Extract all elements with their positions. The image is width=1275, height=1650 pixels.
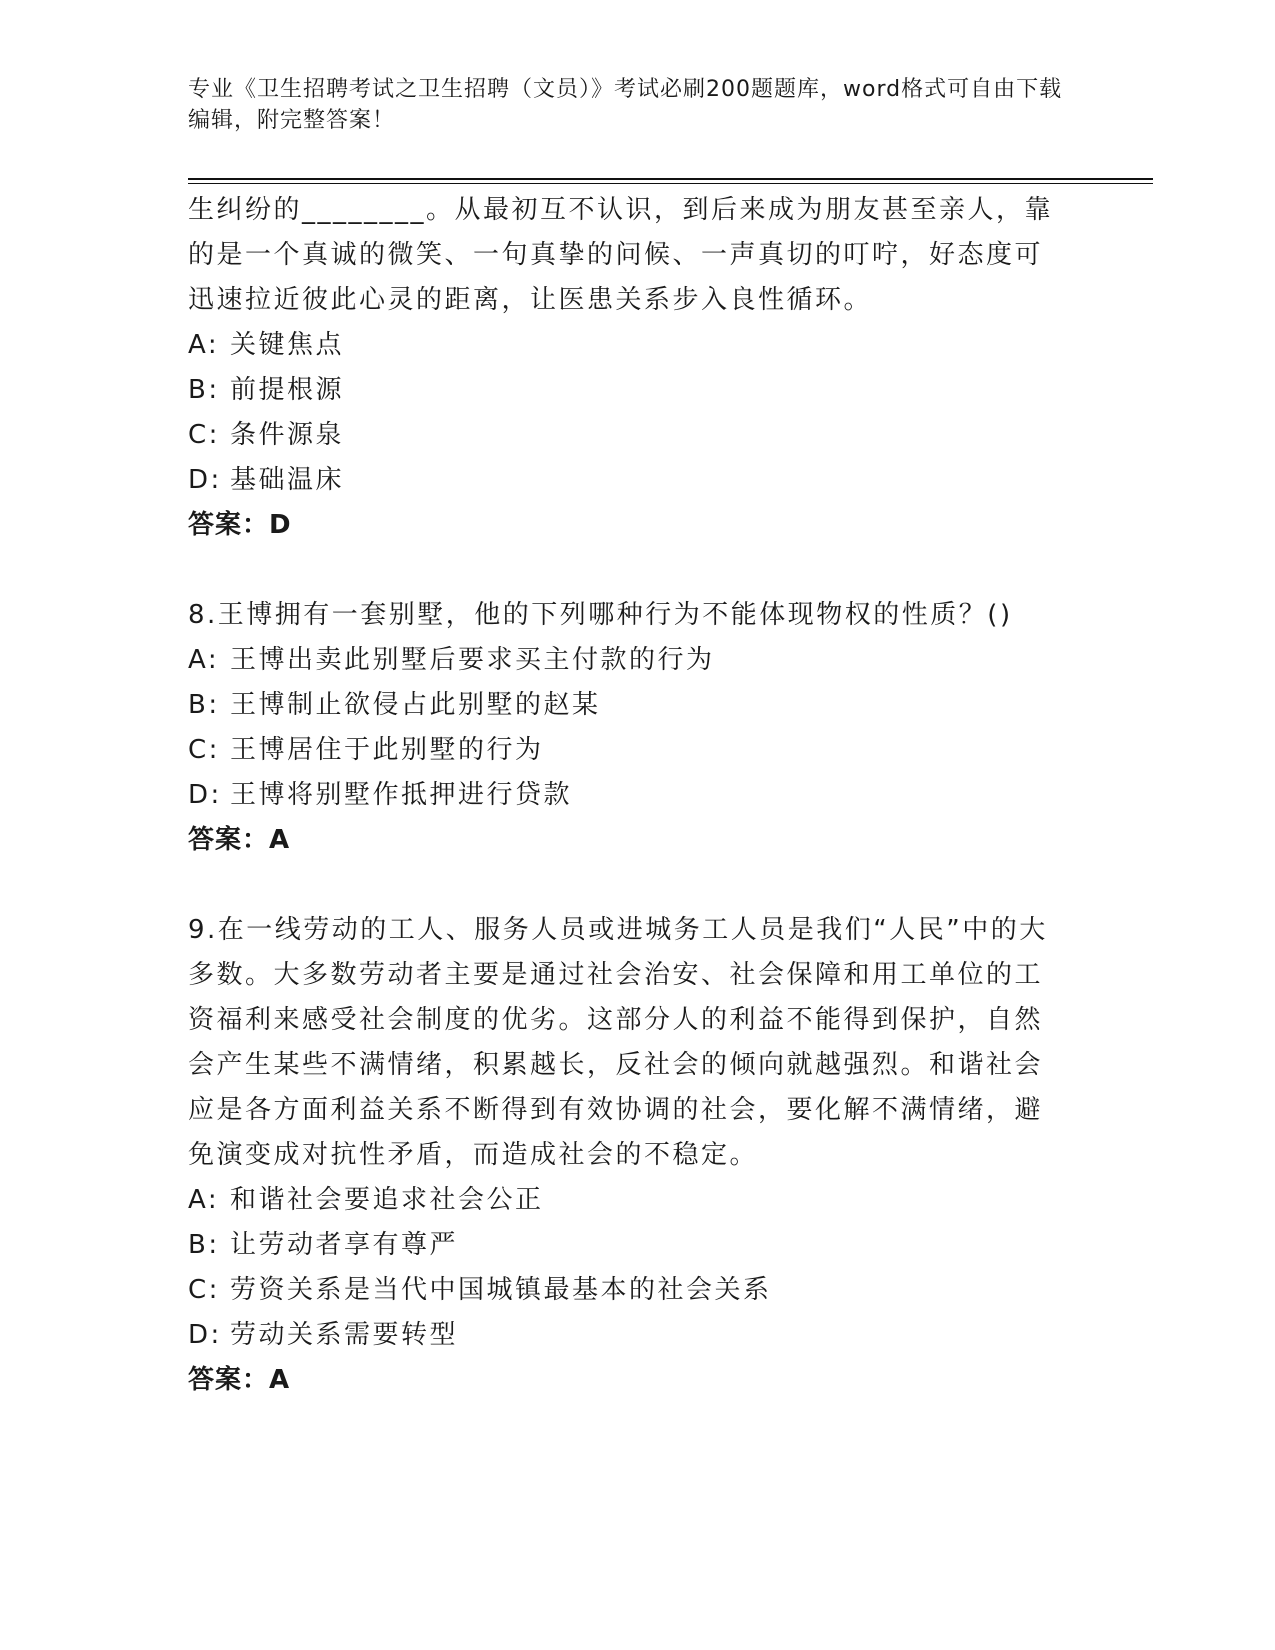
option-a bbox=[188, 323, 1068, 368]
option-c bbox=[188, 1268, 1068, 1313]
option-text: 劳资关系是当代中国城镇最基本的社会关系 bbox=[230, 1275, 772, 1305]
question-spacer bbox=[188, 863, 1068, 908]
option-b bbox=[188, 683, 1068, 728]
question-list bbox=[188, 188, 1068, 1403]
option-letter: B: bbox=[188, 690, 220, 720]
option-d bbox=[188, 773, 1068, 818]
option-text: 劳动关系需要转型 bbox=[230, 1320, 459, 1350]
option-text: 让劳动者享有尊严 bbox=[230, 1230, 459, 1260]
question-spacer bbox=[188, 548, 1068, 593]
option-text: 关键焦点 bbox=[230, 330, 345, 360]
option-letter: C: bbox=[188, 420, 220, 450]
option-b bbox=[188, 368, 1068, 413]
question-stem: 生纠纷的________。从最初互不认识，到后来成为朋友甚至亲人，靠的是一个真诚的微笑、一句真挚的问候、一声真切的叮咛，好态度可迅速拉近彼此心灵的距离，让医患关系步入良性循环。 bbox=[188, 195, 1054, 315]
option-letter: C: bbox=[188, 735, 220, 765]
question-stem: 9.在一线劳动的工人、服务人员或进城务工人员是我们“人民”中的大多数。大多数劳动者主要是通过社会治安、社会保障和用工单位的工资福利来感受社会制度的优劣。这部分人的利益不能得到保护，自然会产生某些不满情绪，积累越长，反社会的倾向就越强烈。和谐社会应是各方面利益关系不断得到有效协调的社会，要化解不满情绪，避免演变成对抗性矛盾，而造成社会的不稳定。 bbox=[188, 915, 1048, 1170]
option-d bbox=[188, 1313, 1068, 1358]
option-letter: D: bbox=[188, 780, 222, 810]
option-c bbox=[188, 413, 1068, 458]
option-text: 王博将别墅作抵押进行贷款 bbox=[230, 780, 573, 810]
document-header bbox=[188, 74, 1068, 136]
option-text: 和谐社会要追求社会公正 bbox=[230, 1185, 544, 1215]
option-text: 条件源泉 bbox=[230, 420, 345, 450]
question-stem: 8.王博拥有一套别墅，他的下列哪种行为不能体现物权的性质？() bbox=[188, 600, 1013, 630]
option-letter: C: bbox=[188, 1275, 220, 1305]
option-letter: D: bbox=[188, 465, 222, 495]
question-block bbox=[188, 908, 1068, 1403]
answer-line: 答案：D bbox=[188, 510, 292, 540]
option-letter: A: bbox=[188, 645, 220, 675]
option-text: 前提根源 bbox=[230, 375, 345, 405]
option-letter: B: bbox=[188, 1230, 220, 1260]
option-letter: A: bbox=[188, 330, 220, 360]
option-text: 王博出卖此别墅后要求买主付款的行为 bbox=[230, 645, 715, 675]
option-b bbox=[188, 1223, 1068, 1268]
option-letter: A: bbox=[188, 1185, 220, 1215]
option-text: 王博制止欲侵占此别墅的赵某 bbox=[230, 690, 601, 720]
answer-line: 答案：A bbox=[188, 1365, 291, 1395]
option-letter: B: bbox=[188, 375, 220, 405]
document-title: 专业《卫生招聘考试之卫生招聘（文员）》考试必刷200题题库，word格式可自由下载编辑，附完整答案！ bbox=[188, 77, 1063, 133]
option-d bbox=[188, 458, 1068, 503]
question-block bbox=[188, 593, 1068, 863]
option-text: 王博居住于此别墅的行为 bbox=[230, 735, 544, 765]
header-divider bbox=[188, 178, 1153, 184]
option-a bbox=[188, 638, 1068, 683]
question-block bbox=[188, 188, 1068, 548]
option-a bbox=[188, 1178, 1068, 1223]
answer-line: 答案：A bbox=[188, 825, 291, 855]
option-c bbox=[188, 728, 1068, 773]
option-text: 基础温床 bbox=[230, 465, 345, 495]
option-letter: D: bbox=[188, 1320, 222, 1350]
